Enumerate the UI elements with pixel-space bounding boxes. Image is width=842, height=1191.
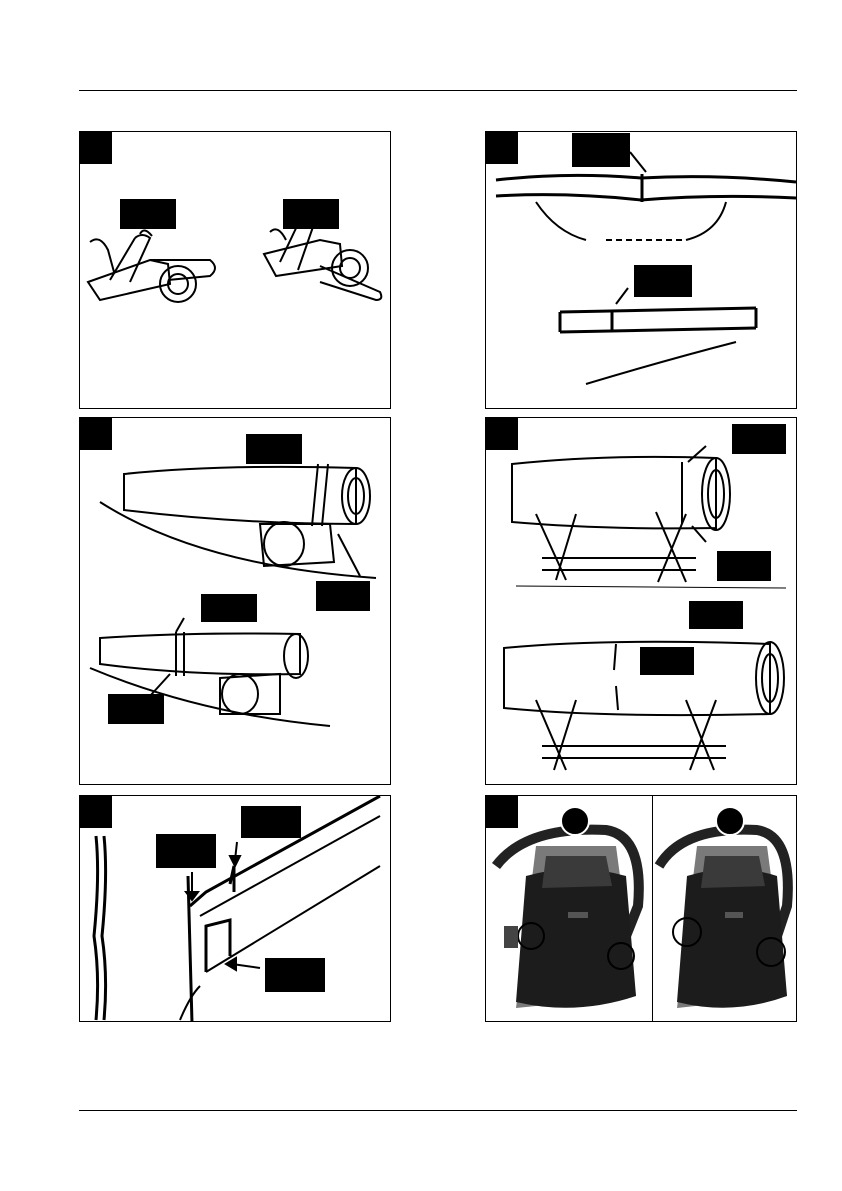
log-on-slope-icon [80,418,391,785]
figure-log-on-sawhorse [485,417,797,785]
figure-crosscut-technique [79,131,391,409]
header-rule [79,90,797,91]
figure-felling-notch [79,795,391,1022]
figure-log-on-slope [79,417,391,785]
chainsaw-cutting-log-icon [80,132,391,409]
footer-rule [79,1110,797,1111]
log-on-sawhorse-icon [486,418,797,785]
saw-photo-right [653,796,797,1021]
callout-marker [715,806,745,836]
figure-number-box [486,796,518,828]
callout-marker [560,806,590,836]
log-bridge-icon [486,132,797,409]
figure-saw-photos [485,795,797,1022]
figure-log-bridge [485,131,797,409]
tree-felling-notch-icon [80,796,391,1022]
saw-photo-left [486,796,652,1021]
